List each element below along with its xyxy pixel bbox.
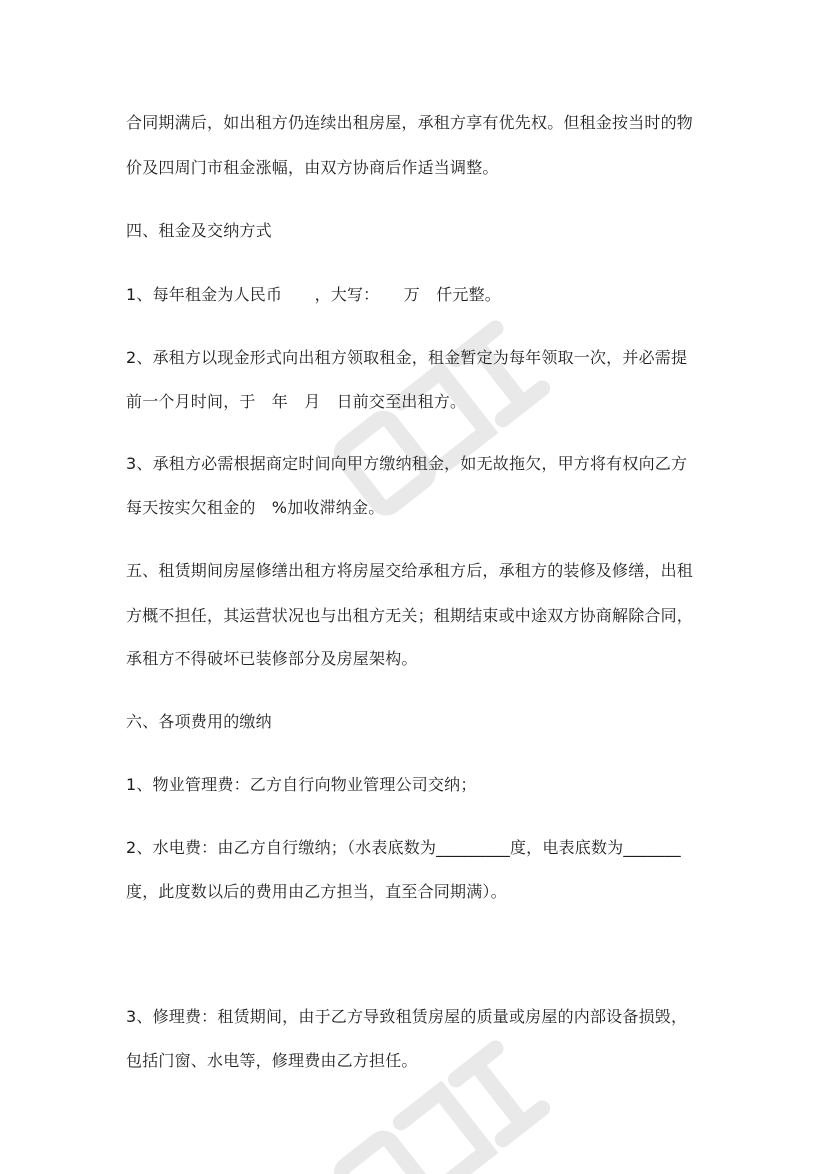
- paragraph-renewal-line-2: 价及四周门市租金涨幅，由双方协商后作适当调整。: [126, 158, 499, 177]
- paragraph-renewal-line-1: 合同期满后，如出租方仍连续出租房屋，承租方享有优先权。但租金按当时的物: [126, 113, 694, 132]
- paragraph-repair-fee-line-2: 包括门窗、水电等，修理费由乙方担任。: [126, 1051, 418, 1070]
- paragraph-utilities-line-1: 2、水电费：由乙方自行缴纳；（水表底数为_________度，电表底数为_______: [126, 838, 681, 857]
- paragraph-repair-fee-line-1: 3、修理费：租赁期间，由于乙方导致租赁房屋的质量或房屋的内部设备损毁，: [126, 1007, 688, 1026]
- section-repair-line-1: 五、租赁期间房屋修缮出租方将房屋交给承租方后，承租方的装修及修缮，出租: [126, 561, 694, 580]
- paragraph-annual-rent: 1、每年租金为人民币 ，大写： 万 仟元整。: [126, 285, 501, 304]
- paragraph-utilities-line-2: 度，此度数以后的费用由乙方担当，直至合同期满）。: [126, 882, 507, 901]
- section-heading-rent: 四、租金及交纳方式: [126, 221, 272, 240]
- paragraph-late-fee-line-1: 3、承租方必需根据商定时间向甲方缴纳租金，如无故拖欠，甲方将有权向乙方: [126, 454, 688, 473]
- paragraph-payment-method-line-2: 前一个月时间，于 年 月 日前交至出租方。: [126, 392, 467, 411]
- paragraph-property-fee: 1、物业管理费：乙方自行向物业管理公司交纳；: [126, 775, 477, 794]
- section-repair-line-2: 方概不担任，其运营状况也与出租方无关；租期结束或中途双方协商解除合同，: [126, 606, 694, 625]
- section-repair-line-3: 承租方不得破坏已装修部分及房屋架构。: [126, 649, 418, 668]
- section-heading-fees: 六、各项费用的缴纳: [126, 712, 272, 731]
- paragraph-payment-method-line-1: 2、承租方以现金形式向出租方领取租金，租金暂定为每年领取一次，并必需提: [126, 348, 688, 367]
- paragraph-late-fee-line-2: 每天按实欠租金的 %加收滞纳金。: [126, 498, 385, 517]
